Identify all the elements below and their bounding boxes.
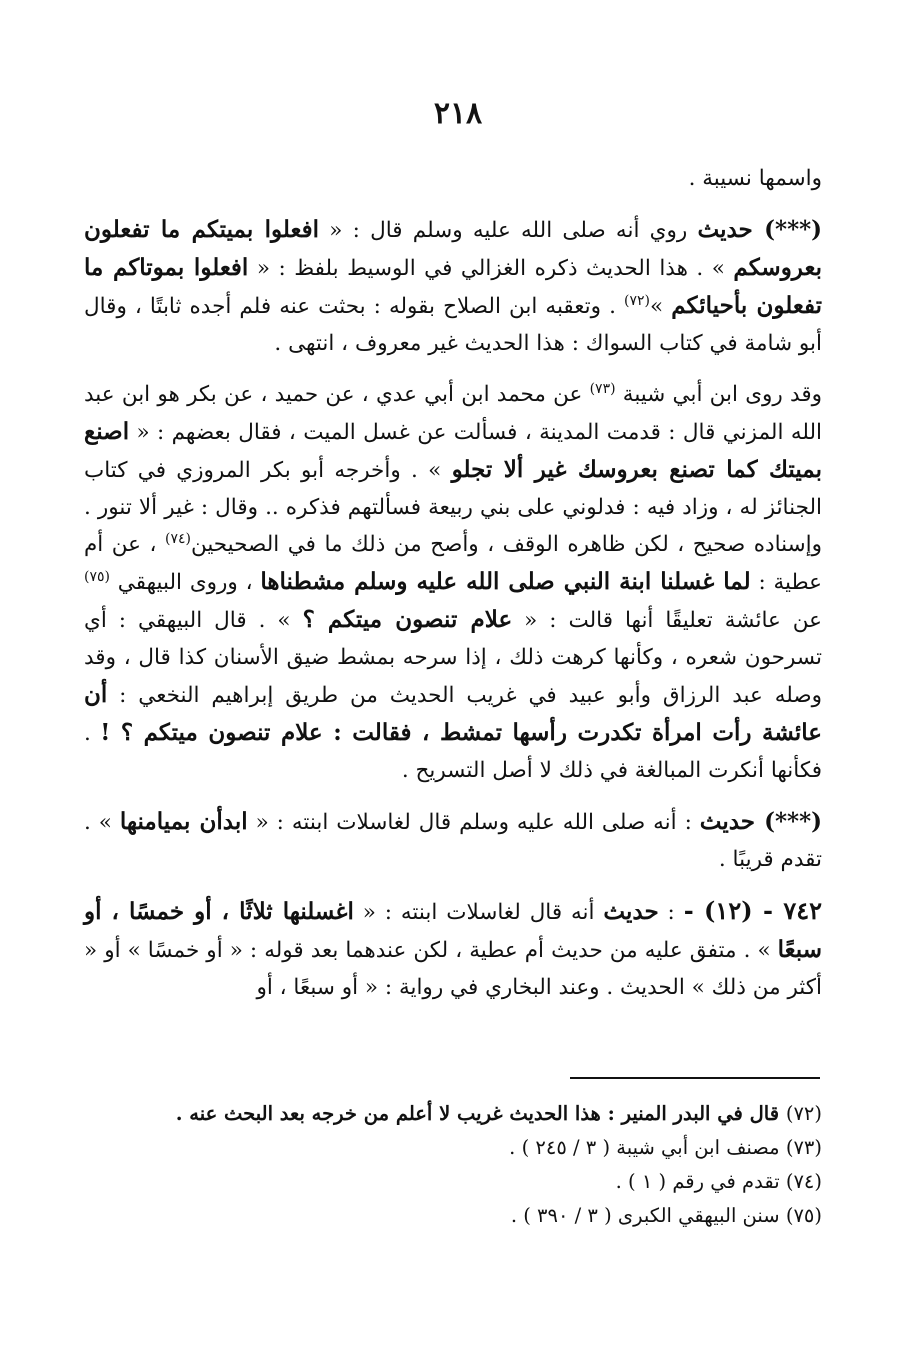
bold-text: ٧٤٢ - (١٢) - [683,896,822,925]
bold-text: علام تنصون ميتكم ؟ [302,606,513,633]
bold-text: أن عائشة رأت امرأة تكدرت رأسها تمشط ، فقالت : علام تنصون ميتكم ؟ ! [84,681,823,746]
text: عن محمد ابن أبي عدي ، عن حميد ، عن بكر هو ابن عبد الله المزني قال : قدمت المدينة ، فسألت عن غسل الميت ، فقال بعضهم : « [84,382,822,445]
text: روي أنه صلى الله عليه وسلم قال : « [319,218,698,243]
text: وقد روى ابن أبي شيبة [615,382,822,407]
footnote-number: (٧٢) [785,1102,822,1125]
footnote-text: مصنف ابن أبي شيبة ( ٣ / ٢٤٥ ) . [509,1136,786,1159]
text: . وتعقبه ابن الصلاح بقوله : بحثت عنه فلم أجده ثابتًا ، وقال أبو شامة في كتاب السواك : هذا الحديث غير معروف ، انتهى . [84,294,822,356]
page-number: ٢١٨ [433,96,483,131]
bold-text: افعلوا بميتكم ما تفعلون بعروسكم [84,216,822,281]
bold-text: حديث [603,898,659,925]
footnote-number: (٧٤) [785,1170,822,1193]
paragraph [84,211,822,362]
main-text [84,160,822,1006]
footnote [84,1199,822,1233]
paragraph [84,892,822,1006]
bold-text: ابدأن بميامنها [119,808,248,835]
text: : [658,900,684,925]
paragraph [84,803,822,878]
bold-text: لما غسلنا ابنة النبي صلى الله عليه وسلم مشطناها [260,568,751,595]
text: » . تقدم قريبًا . [84,810,822,872]
footnote-marker: (٧٥) [84,568,110,585]
text: » . متفق عليه من حديث أم عطية ، لكن عندهما بعد قوله : « أو خمسًا » أو « أكثر من ذلك » الحديث . وعند البخاري في رواية : « أو سبعًا ، أو [84,938,822,1000]
footnote-separator [570,1077,820,1079]
footnote [84,1131,822,1165]
paragraph [84,376,822,789]
text: » [650,294,672,319]
bold-text: (***) حديث [697,216,823,243]
bold-text: اغسلنها ثلاثًا ، أو خمسًا ، أو سبعًا [84,898,822,963]
footnote [84,1097,822,1131]
bold-text: اصنع بميتك كما تصنع بعروسك غير ألا تجلو [84,418,822,483]
footnote-marker: (٧٤) [164,530,191,547]
footnote [84,1165,822,1199]
footnote-marker: (٧٢) [624,292,651,309]
footnote-marker: (٧٣) [589,380,616,397]
text: ، عن أم عطية : [84,532,822,595]
text: عن عائشة تعليقًا أنها قالت : « [512,608,822,633]
text: أنه قال لغاسلات ابنته : « [353,900,604,925]
bold-text: (***) حديث [699,808,822,835]
text: » . قال البيهقي : أي تسرحون شعره ، وكأنها كرهت ذلك ، إذا سرحه بمشط ضيق الأسنان كذا قال ، وقد وصله عبد الرزاق وأبو عبيد في غريب الحديث من طريق إبراهيم النخعي : [84,608,822,708]
footnotes [84,1097,822,1233]
footnote-text: قال في البدر المنير : هذا الحديث غريب لا أعلم من خرجه بعد البحث عنه . [175,1102,786,1125]
text: . فكأنها أنكرت المبالغة في ذلك لا أصل التسريح . [84,721,822,783]
text: واسمها نسيبة . [688,166,822,191]
text: : أنه صلى الله عليه وسلم قال لغاسلات ابنته : « [247,810,700,835]
footnote-number: (٧٣) [785,1136,822,1159]
footnote-text: تقدم في رقم ( ١ ) . [615,1170,786,1193]
text: » . هذا الحديث ذكره الغزالي في الوسيط بلفظ : « [248,256,734,281]
bold-text: افعلوا بموتاكم ما تفعلون بأحيائكم [84,254,822,319]
paragraph [84,160,822,197]
footnote-text: سنن البيهقي الكبرى ( ٣ / ٣٩٠ ) . [510,1204,786,1227]
text: ، وروى البيهقي [109,570,261,595]
footnote-number: (٧٥) [785,1204,822,1227]
text: » . وأخرجه أبو بكر المروزي في كتاب الجنائز له ، وزاد فيه : فدلوني على بني ربيعة فسألتهم فذكره .. وقال : غير ألا تنور . وإسناده صحيح ، لكن ظاهره الوقف ، وأصح من ذلك ما في الصحيحين [84,458,822,557]
